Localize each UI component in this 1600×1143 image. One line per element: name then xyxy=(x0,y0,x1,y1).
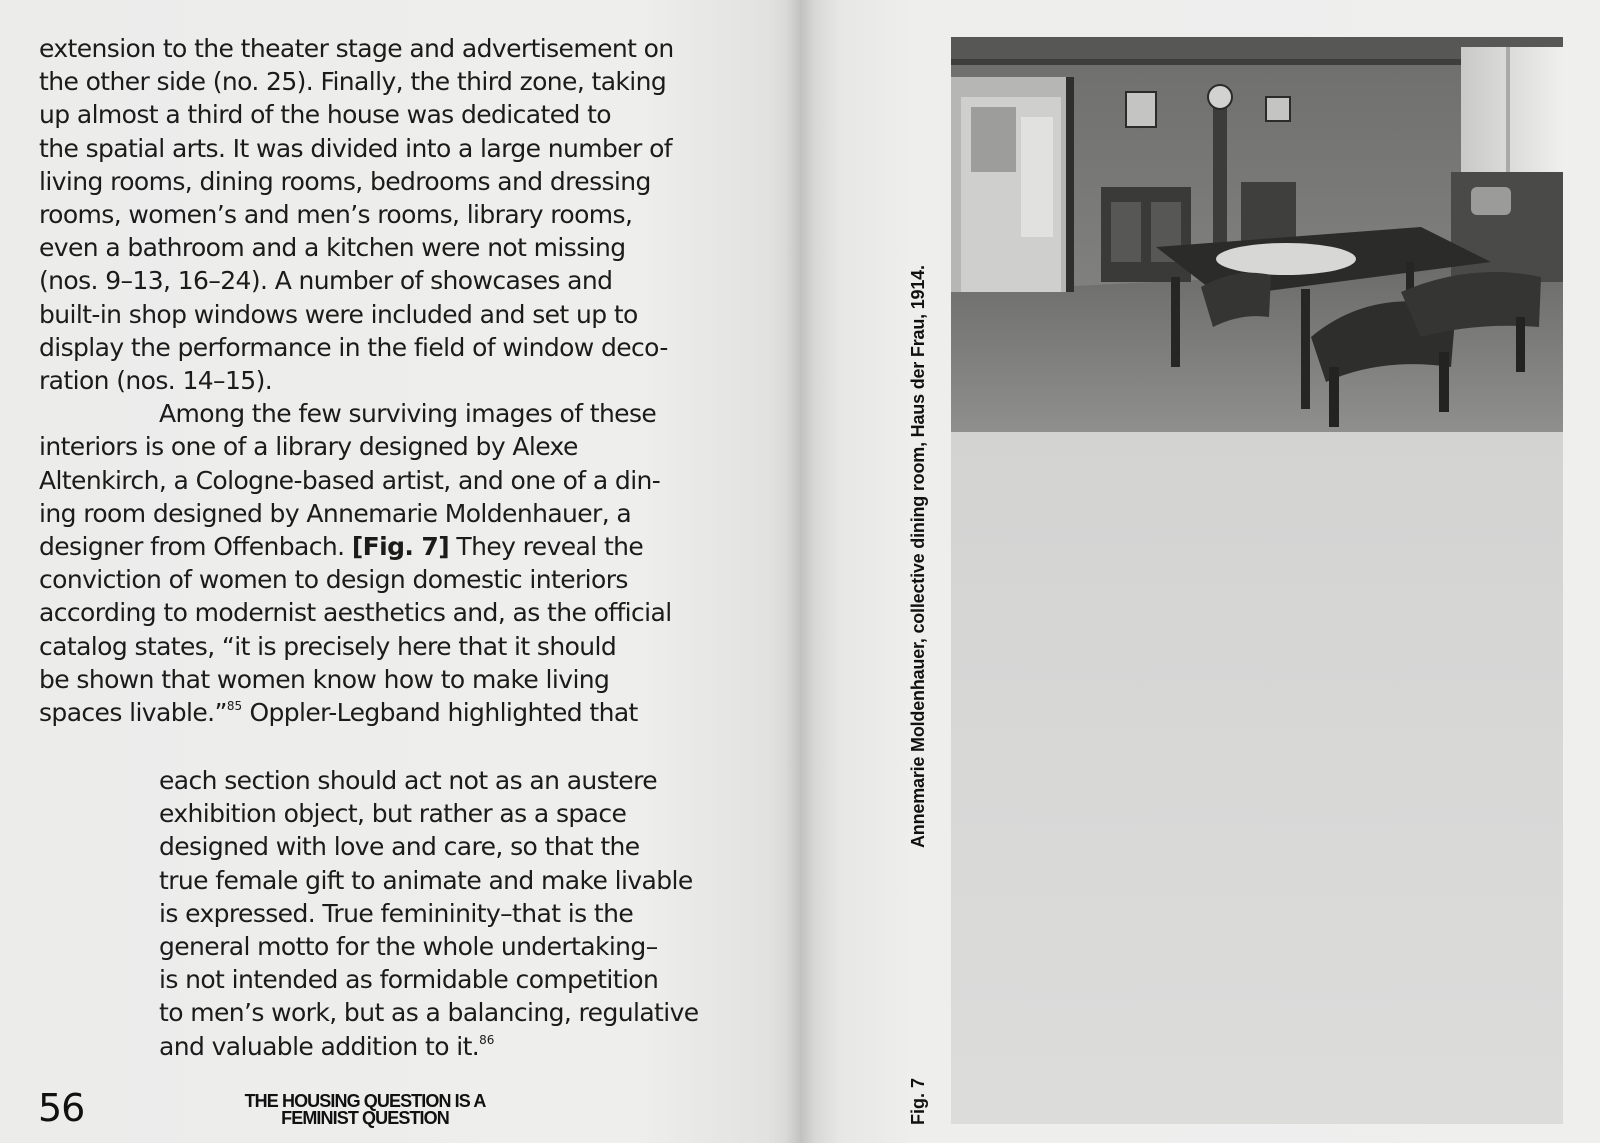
text-line-indented: Among the few surviving images of these xyxy=(159,399,657,429)
text-line: display the performance in the field of window deco- xyxy=(39,332,668,362)
text-line: (nos. 9–13, 16–24). A number of showcases and xyxy=(39,266,613,296)
text-line: interiors is one of a library designed by Alexe xyxy=(39,432,578,462)
text-line: the spatial arts. It was divided into a large number of xyxy=(39,133,672,163)
quote-line: general motto for the whole undertaking– xyxy=(159,932,658,962)
text-line: even a bathroom and a kitchen were not missing xyxy=(39,233,626,263)
quote-line: is expressed. True femininity–that is the xyxy=(159,898,634,928)
quote-line: designed with love and care, so that the xyxy=(159,832,640,862)
page-number: 56 xyxy=(38,1086,85,1130)
footnote-marker-86[interactable]: 86 xyxy=(479,1032,495,1047)
quote-line-with-footnote xyxy=(159,1030,759,1063)
block-quote xyxy=(159,764,759,1063)
text-line: ing room designed by Annemarie Moldenhauer, a xyxy=(39,498,632,528)
text-segment: and valuable addition to it. xyxy=(159,1031,480,1061)
text-segment: designer from Offenbach. xyxy=(39,532,352,562)
text-segment: They reveal the xyxy=(449,532,644,562)
text-line: catalog states, “it is precisely here that it should xyxy=(39,631,617,661)
text-line: be shown that women know how to make living xyxy=(39,664,610,694)
quote-line: true female gift to animate and make livable xyxy=(159,865,693,895)
quote-line: exhibition object, but rather as a space xyxy=(159,799,627,829)
text-line: rooms, women’s and men’s rooms, library rooms, xyxy=(39,200,633,230)
quote-line: to men’s work, but as a balancing, regulative xyxy=(159,998,699,1028)
running-head-line: FEMINIST QUESTION xyxy=(281,1108,449,1128)
quote-line: is not intended as formidable competition xyxy=(159,965,659,995)
grey-panel xyxy=(951,432,1563,1124)
dining-room-photograph xyxy=(951,37,1563,432)
text-segment: Oppler-Legband highlighted that xyxy=(242,698,638,728)
text-line: Altenkirch, a Cologne-based artist, and one of a din- xyxy=(39,465,661,495)
footnote-marker-85[interactable]: 85 xyxy=(226,699,243,714)
figure-label: Fig. 7 xyxy=(908,1077,928,1125)
text-line: living rooms, dining rooms, bedrooms and dressing xyxy=(39,166,651,196)
text-segment: spaces livable.” xyxy=(39,698,227,728)
quote-line: each section should act not as an austere xyxy=(159,766,657,795)
text-line: extension to the theater stage and advertisement on xyxy=(39,34,674,63)
text-line: the other side (no. 25). Finally, the third zone, taking xyxy=(39,67,667,97)
figure-caption: Annemarie Moldenhauer, collective dining room, Haus der Frau, 1914. xyxy=(908,265,928,848)
gutter-shadow xyxy=(785,0,815,1143)
running-head-line: THE HOUSING QUESTION IS A xyxy=(244,1091,486,1111)
text-line: conviction of women to design domestic interiors xyxy=(39,565,628,595)
text-line-with-footnote xyxy=(39,696,729,729)
text-line: ration (nos. 14–15). xyxy=(39,366,273,396)
text-line-with-figure-ref xyxy=(39,530,729,563)
body-text xyxy=(39,32,729,729)
running-head xyxy=(200,1093,530,1127)
text-line: according to modernist aesthetics and, as the official xyxy=(39,598,672,628)
figure-reference-link[interactable]: [Fig. 7] xyxy=(351,532,450,562)
text-line: built-in shop windows were included and set up to xyxy=(39,299,638,329)
photo-illustration xyxy=(951,37,1563,432)
text-line: up almost a third of the house was dedicated to xyxy=(39,100,611,130)
